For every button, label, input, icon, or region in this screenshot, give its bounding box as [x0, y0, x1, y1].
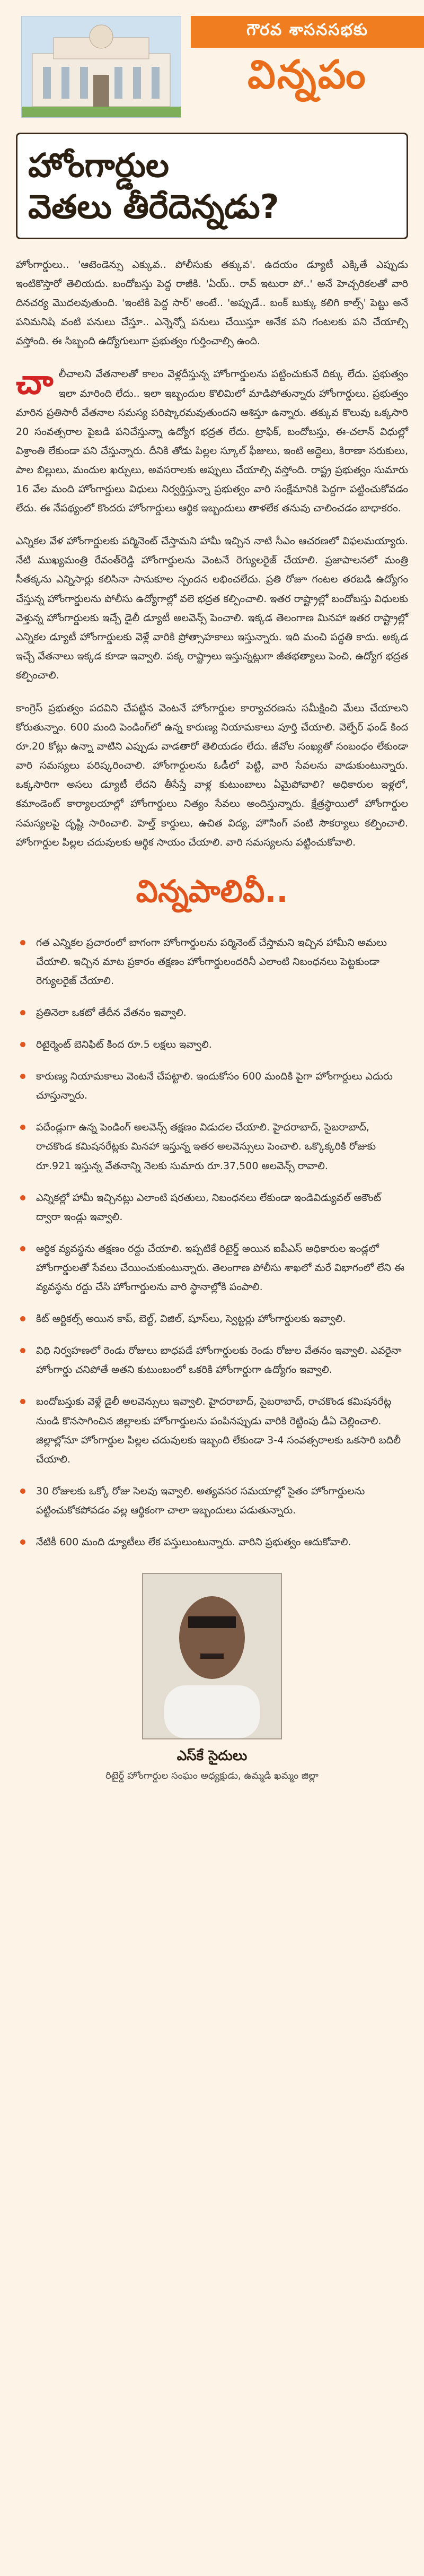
demand-item: కిట్ ఆర్టికల్స్ అయిన కాప్, బెల్ట్, విజిల్, షూస్‌లు, స్వెట్టర్లు హోంగార్డులకు ఇవ్వాలి. — [16, 1309, 408, 1328]
bullet-icon — [20, 1074, 25, 1079]
paragraph-1: హోంగార్డులు.. 'ఆటెండెన్సు ఎక్కువ.. పోలీసుకు తక్కువ'. ఉదయం డ్యూటీ ఎక్కితే ఎప్పుడు ఇంటికొస్తారో తెలియదు. బందోబస్తు పెద్ద రాజీకి. 'ఏయ్.. రావ్ ఇటురా పో..' అనే హెచ్చరికలతో వారి దినచర్య మొదలవుతుంది. 'ఇంటికి పెద్ద సార్' అంటే.. 'అప్పుడే.. బంక్ బుక్కు కలిగి కాల్స్' పెట్టు అనే పనిమనిషి వంటి పనులు చేస్తూ.. ఎన్నెన్నో పనులు చేయిస్తూ అనేక పని గంటలకు పని చేయాల్సి వస్తోంది. ఈ సిబ్బంది ఉద్యోగులుగా ప్రభుత్వం గుర్తించాల్సి ఉంది. — [16, 259, 408, 347]
demand-item: ప్రతినెలా ఒకటో తేదీన వేతనం ఇవ్వాలి. — [16, 1003, 408, 1022]
masthead-banner: గౌరవ శాసనసభకు — [191, 16, 424, 48]
dropcap: చా — [16, 363, 54, 403]
bullet-icon — [20, 940, 25, 945]
demand-item: ఎన్నికల్లో హామీ ఇచ్చినట్లు ఎలాంటి షరతులు, నిబంధనలు లేకుండా ఇండివిడ్యువల్ అకౌంట్ ద్వారా ఇండ్లు ఇవ్వాలి. — [16, 1188, 408, 1226]
headline-line-2: వెతలు తీరేదెన్నడు? — [28, 187, 279, 226]
bullet-icon — [20, 1348, 25, 1353]
demand-item: గత ఎన్నికల ప్రచారంలో బాగంగా హోంగార్డులను పర్మినెంట్ చేస్తామని ఇచ్చిన హామీని అమలు చేయాలి. ఇచ్చిన మాట ప్రకారం తక్షణం హోంగార్డులందరినీ ఎలాంటి నిబంధనలు పెట్టకుండా రెగ్యులరైజ్ చేయాలి. — [16, 933, 408, 990]
demand-item: పదేండ్లుగా ఉన్న పెండింగ్ అలవెన్స్ తక్షణం విడుదల చేయాలి. హైదరాబాద్, సైబరాబాద్, రాచకొండ కమిషనరేట్లకు మినహా ఇస్తున్న ఇతర అలవెన్సులు పెంచాలి. ఒక్కొక్కరికి రోజుకు రూ.921 ఇస్తున్న వేతనాన్ని నెలకు సుమారు రూ.37,500 అలవెన్స్ రావాలి. — [16, 1118, 408, 1175]
demands-heading: విన్నపాలివీ.. — [136, 873, 288, 909]
author-block — [16, 1573, 408, 1783]
demands-list — [16, 933, 408, 1552]
masthead-title: విన్నపం — [248, 52, 367, 98]
bullet-icon — [20, 1489, 25, 1494]
demand-item: రిటైర్మెంట్ బెనిఫిట్ కింద రూ.5 లక్షలు ఇవ్వాలి. — [16, 1035, 408, 1054]
author-name: ఎస్‌కే సైదులు — [176, 1748, 248, 1764]
article-body — [16, 255, 408, 852]
demand-item: కారుణ్య నియామకాలు వెంటనే చేపట్టాలి. ఇందుకోసం 600 మందికి పైగా హోంగార్డులు ఎదురు చూస్తున్నారు. — [16, 1067, 408, 1105]
demand-item: ఆర్థిక వ్యవస్థను తక్షణం రద్దు చేయాలి. ఇప్పటికే రిటైర్డ్ అయిన ఐపీఎస్ అధికారుల ఇండ్లలో హోంగార్డులతో సేవలు చేయించుకుంటున్నారు. తెలంగాణ పోలీసు శాఖలో మరే విభాగంలో లేని ఈ వ్యవస్థను రద్దు చేసి హోంగార్డులను వారి స్థానాల్లోకి పంపాలి. — [16, 1239, 408, 1296]
demand-item: 30 రోజులకు ఒక్కో రోజు సెలవు ఇవ్వాలి. అత్యవసర సమయాల్లో సైతం హోంగార్డులను పట్టించుకోకపోవడం వల్ల ఆర్థికంగా చాలా ఇబ్బందులు పడుతున్నారు. — [16, 1482, 408, 1520]
headline-line-1: హోంగార్డుల — [28, 146, 169, 185]
bullet-icon — [20, 1042, 25, 1047]
paragraph-2-text: లీచాలని వేతనాలతో కాలం వెళ్లదీస్తున్న హోంగార్డులను పట్టించుకునే దిక్కు లేదు. ప్రభుత్వం ఇలా మారింది లేదు.. ఇలా ఇబ్బందుల కొలిమిలో మాడిపోతున్నారు హోంగార్డులు. ప్రభుత్వం మారిన ప్రతిసారీ వేతనాల సమస్య పరిష్కారమవుతుందని ఆశిస్తూ ఉన్నారు. తక్కువ కొలువు ఒక్కసారి 20 సంవత్సరాల పైబడి పనిచేస్తున్నా ఉద్యోగ భద్రత లేదు. ట్రాఫిక్, బందోబస్తు, ఈ-చలాన్ విధుల్లో విశ్రాంతి లేకుండా పని చేస్తున్నారు. దీనికి తోడు పిల్లల స్కూల్ ఫీజులు, ఇంటి అద్దెలు, కిరాణా సరుకులు, పాల బిల్లులు, మందుల ఖర్చులు, అవసరాలకు అప్పులు చేయాల్సి వస్తోంది. రాష్ట్ర ప్రభుత్వం సుమారు 16 వేల మంది హోంగార్డులు విధులు నిర్వర్తిస్తున్నా ప్రభుత్వం వారి సంక్షేమానికి పెద్దగా పట్టించుకోవడం లేదు. ఈ నేపథ్యంలో కొందరు హోంగార్డులు ఆర్థిక ఇబ్బందులు తాళలేక తనువు చాలించడం బాధాకరం. — [16, 368, 408, 515]
assembly-building-image — [21, 16, 181, 118]
headline — [16, 133, 408, 239]
bullet-icon — [20, 1010, 25, 1015]
author-title: రిటైర్డ్ హోంగార్డుల సంఘం అధ్యక్షుడు, ఉమ్మడి ఖమ్మం జిల్లా — [105, 1770, 319, 1782]
paragraph-4: కాంగ్రెస్ ప్రభుత్వం పదవిని చేపట్టిన వెంటనే హోంగార్డుల కార్యాచరణను సమీక్షించి మేలు చేయాలని కోరుతున్నాం. 600 మంది పెండింగ్‌లో ఉన్న కారుణ్య నియామకాలు పూర్తి చేయాలి. వెల్ఫేర్ ఫండ్ కింద రూ.20 కోట్లు ఉన్నా వాటిని ఎప్పుడు వాడతారో తెలియడం లేదు. జీవోల సంఖ్యతో సంబంధం లేకుండా వారి సమస్యలు పరిష్కరించాలి. హోంగార్డులను ఓడీలో పెట్టి, వారి సేవలను వాడుకుంటున్నారు. ఒక్కసారిగా అసలు డ్యూటీ లేదని తీసేస్తే వాళ్ల కుటుంబాలు ఏమైపోవాలి? అధికారుల ఇళ్లలో, కమాండెంట్ కార్యాలయాల్లో హోంగార్డులు నిత్యం సేవలు అందిస్తున్నారు. క్షేత్రస్థాయిలో హోంగార్డుల సమస్యలపై దృష్టి సారించాలి. హెల్త్ కార్డులు, ఉచిత విద్య, హౌసింగ్ వంటి సౌకర్యాలు కల్పించాలి. హోంగార్డుల పిల్లల చదువులకు ఆర్థిక సాయం చేయాలి. వారి సమస్యలను పట్టించుకోవాలి. — [16, 702, 408, 848]
paragraph-2 — [16, 364, 408, 518]
demand-item: విధి నిర్వహణలో రెండు రోజులు బాధపడే హోంగార్డులకు రెండు రోజుల వేతనం ఇవ్వాలి. ఎవరైనా హోంగార్డు చనిపోతే అతని కుటుంబంలో ఒకరికి హోంగార్డుగా ఉద్యోగం ఇవ్వాలి. — [16, 1341, 408, 1379]
paragraph-3: ఎన్నికల వేళ హోంగార్డులకు పర్మినెంట్ చేస్తామని హామీ ఇచ్చిన నాటి సీఎం ఆచరణలో విఫలమయ్యారు. నేటి ముఖ్యమంత్రి రేవంత్‌రెడ్డి హోంగార్డులను వెంటనే రెగ్యులరైజ్ చేయాలి. ప్రజాపాలనలో మంత్రి సీతక్కను ఎన్నిసార్లు కలిసినా సానుకూల స్పందన లభించలేదు. ప్రతి రోజూ గంటల తరబడి ఉద్యోగం చేస్తున్న హోంగార్డులను పోలీసు ఉద్యోగాల్లో వలె భద్రత కల్పించాలి. ఇతర రాష్ట్రాల్లో బందోబస్తు విధులకు వెళ్తున్న హోంగార్డులకు ఇచ్చే డైలీ డ్యూటీ అలవెన్స్ పెంచాలి. ఇక్కడ తెలంగాణ మినహా ఇతర రాష్ట్రాల్లో ఎన్నికల డ్యూటీ హోంగార్డులకు వెళ్లే వారికి ప్రోత్సాహకాలు ఇస్తున్నారు. ఇది మంచి పద్ధతి కాదు. అక్కడ ఇచ్చే వేతనాలు ఇక్కడ కూడా ఇవ్వాలి. పక్క రాష్ట్రాలు ఇస్తున్నట్లుగా జీతభత్యాలు పెంచి, ఉద్యోగ భద్రత కల్పించాలి. — [16, 535, 408, 681]
bullet-icon — [20, 1246, 25, 1251]
bullet-icon — [20, 1539, 25, 1545]
demand-item: బందోబస్తుకు వెళ్లే డైలీ అలవెన్సులు ఇవ్వాలి. హైదరాబాద్, సైబరాబాద్, రాచకొండ కమిషనరేట్ల నుండి కొనసాగించిన జిల్లాలకు హోంగార్డులను పంపినప్పుడు వారికి రెట్టింపు డీఏ చెల్లించాలి. జిల్లాల్లోనూ హోంగార్డుల పిల్లల చదువులకు ఇబ్బంది లేకుండా 3-4 సంవత్సరాలకు ఒకసారి బదిలీ చేయాలి. — [16, 1392, 408, 1468]
bullet-icon — [20, 1195, 25, 1200]
bullet-icon — [20, 1399, 25, 1404]
demand-item: నేటికీ 600 మంది డ్యూటీలు లేక పస్తులుంటున్నారు. వారిని ప్రభుత్వం ఆదుకోవాలి. — [16, 1533, 408, 1552]
masthead — [16, 0, 408, 122]
bullet-icon — [20, 1316, 25, 1321]
author-photo — [142, 1573, 282, 1739]
bullet-icon — [20, 1125, 25, 1130]
